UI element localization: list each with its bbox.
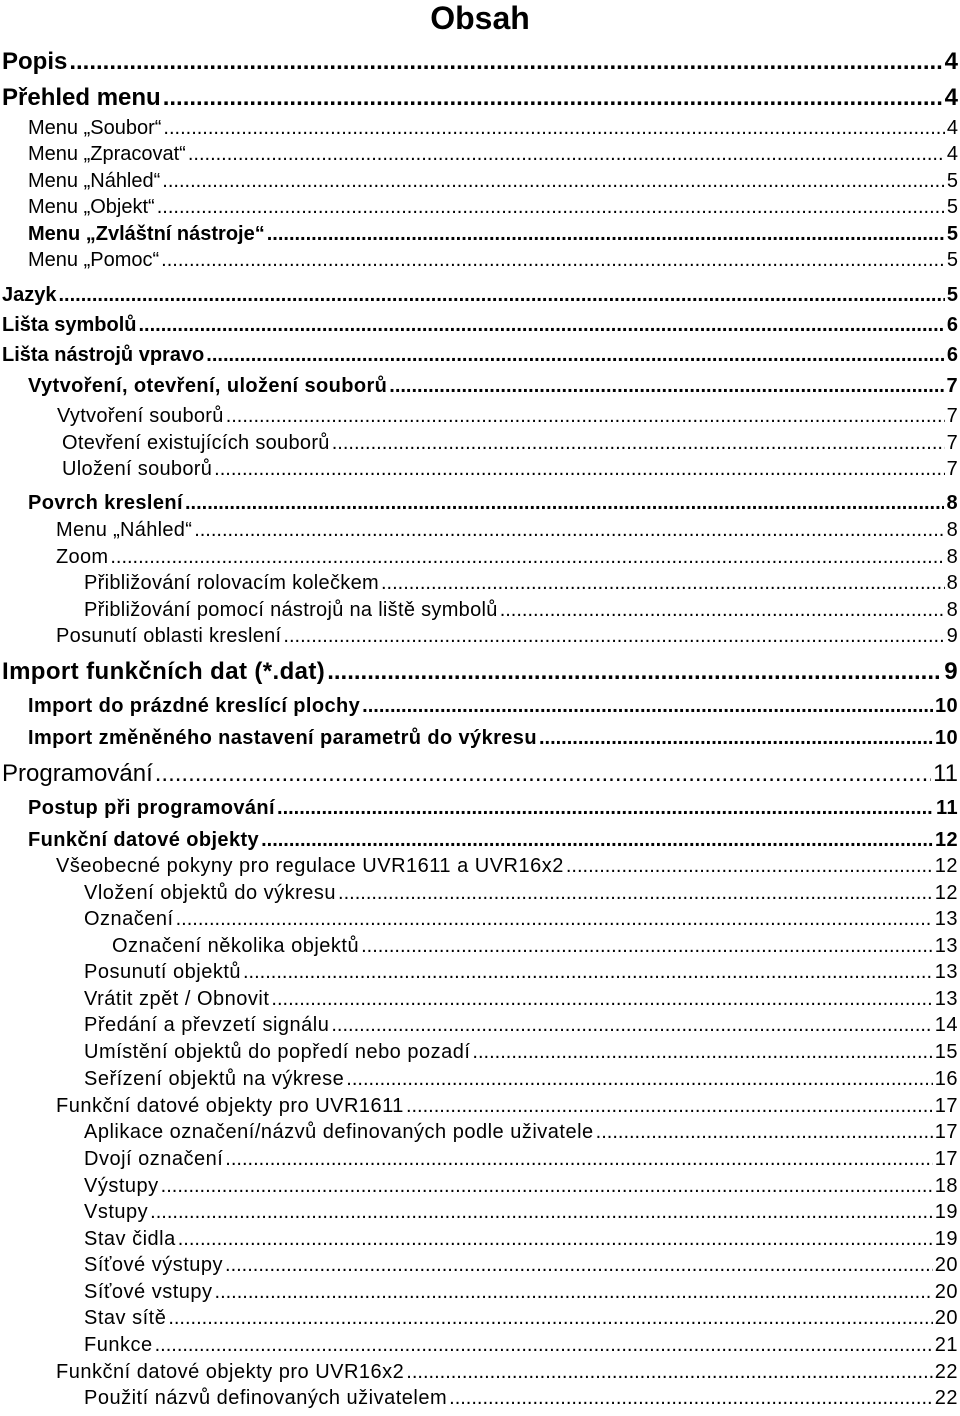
toc-entry-label: Stav čidla (84, 1228, 176, 1250)
toc-entry[interactable] (2, 344, 958, 370)
toc-leader-dots (327, 658, 942, 686)
toc-entry[interactable] (84, 1148, 958, 1174)
toc-entry-page-number: 7 (946, 405, 958, 427)
toc-leader-dots (381, 572, 945, 595)
toc-entry-page-number: 8 (946, 599, 958, 621)
toc-entry[interactable] (84, 1068, 958, 1094)
toc-entry[interactable] (28, 170, 958, 196)
toc-leader-dots (267, 223, 945, 246)
toc-entry-page-number: 20 (934, 1254, 958, 1276)
toc-entry-label: Všeobecné pokyny pro regulace UVR1611 a UVR16x2 (56, 855, 564, 877)
toc-entry-label: Použití názvů definovaných uživatelem (84, 1387, 448, 1409)
toc-entry-page-number: 20 (934, 1281, 958, 1303)
toc-entry-label: Menu „Zvláštní nástroje“ (28, 223, 265, 245)
toc-entry-label: Dvojí označení (84, 1148, 224, 1170)
toc-entry[interactable] (2, 84, 958, 120)
toc-entry-page-number: 5 (946, 284, 958, 306)
toc-entry[interactable] (28, 196, 958, 222)
toc-entry-page-number: 6 (946, 344, 958, 366)
toc-entry-label: Přehled menu (2, 84, 161, 111)
toc-entry[interactable] (84, 1387, 958, 1413)
toc-entry-label: Posunutí objektů (84, 961, 241, 983)
toc-entry-label: Menu „Pomoc“ (28, 249, 160, 271)
toc-leader-dots (59, 284, 945, 307)
toc-entry-label: Výstupy (84, 1175, 159, 1197)
toc-entry[interactable] (2, 760, 958, 796)
toc-entry-page-number: 4 (944, 48, 958, 75)
toc-entry-label: Označení (84, 908, 174, 930)
toc-entry-page-number: 16 (934, 1068, 958, 1090)
toc-leader-dots (283, 625, 944, 648)
toc-entry-label: Funkce (84, 1334, 153, 1356)
toc-entry-label: Vytvoření souborů (57, 405, 224, 427)
toc-entry[interactable] (56, 519, 958, 545)
toc-entry-page-number: 22 (934, 1361, 958, 1383)
toc-entry[interactable] (56, 625, 958, 651)
toc-entry-label: Umístění objektů do popředí nebo pozadí (84, 1041, 471, 1063)
toc-leader-dots (271, 988, 932, 1011)
toc-entry-label: Vytvoření, otevření, uložení souborů (28, 375, 388, 397)
toc-entry-label: Posunutí oblasti kreslení (56, 625, 282, 647)
toc-entry-page-number: 8 (946, 546, 958, 568)
toc-leader-dots (331, 1014, 932, 1037)
toc-entry[interactable] (84, 1014, 958, 1040)
toc-entry-page-number: 8 (946, 519, 958, 541)
toc-leader-dots (362, 695, 933, 718)
toc-leader-dots (261, 829, 933, 852)
toc-leader-dots (163, 84, 943, 112)
toc-entry-label: Označení několika objektů (112, 935, 360, 957)
toc-entry[interactable] (57, 405, 958, 431)
toc-entry[interactable] (84, 1175, 958, 1201)
toc-entry-page-number: 19 (934, 1228, 958, 1250)
toc-leader-dots (185, 492, 945, 515)
toc-entry-label: Menu „Objekt“ (28, 196, 155, 218)
toc-entry-page-number: 10 (934, 727, 958, 749)
toc-entry-page-number: 12 (934, 829, 958, 851)
toc-entry[interactable] (28, 223, 958, 249)
toc-entry[interactable] (84, 961, 958, 987)
toc-entry-label: Lišta symbolů (2, 314, 137, 336)
toc-leader-dots (161, 1175, 933, 1198)
toc-leader-dots (566, 855, 933, 878)
toc-entry-page-number: 13 (934, 961, 958, 983)
toc-entry-label: Povrch kreslení (28, 492, 183, 514)
toc-entry[interactable] (112, 935, 958, 961)
toc-entry-label: Menu „Náhled“ (28, 170, 161, 192)
toc-leader-dots (361, 935, 933, 958)
toc-entry-label: Zoom (56, 546, 109, 568)
toc-entry[interactable] (84, 1254, 958, 1280)
toc-entry-label: Menu „Náhled“ (56, 519, 193, 541)
toc-entry[interactable] (62, 458, 958, 484)
toc-leader-dots (155, 1334, 933, 1357)
toc-entry[interactable] (84, 599, 958, 625)
toc-entry[interactable] (84, 1121, 958, 1147)
toc-entry[interactable] (2, 658, 958, 694)
toc-entry[interactable] (28, 829, 958, 855)
toc-leader-dots (178, 1228, 933, 1251)
toc-entry-label: Vstupy (84, 1201, 149, 1223)
toc-entry[interactable] (2, 284, 958, 310)
toc-leader-dots (138, 314, 944, 337)
toc-leader-dots (188, 143, 945, 166)
toc-entry[interactable] (84, 1228, 958, 1254)
toc-entry-label: Aplikace označení/názvů definovaných podle uživatele (84, 1121, 594, 1143)
toc-entry[interactable] (2, 314, 958, 340)
toc-entry-page-number: 7 (946, 375, 958, 397)
toc-entry-page-number: 14 (934, 1014, 958, 1036)
toc-entry-page-number: 12 (934, 855, 958, 877)
toc-entry-label: Popis (2, 48, 68, 75)
toc-leader-dots (596, 1121, 933, 1144)
toc-leader-dots (539, 727, 933, 750)
toc-entry-page-number: 19 (934, 1201, 958, 1223)
toc-leader-dots (168, 1307, 932, 1330)
toc-entry[interactable] (84, 1041, 958, 1067)
toc-leader-dots (449, 1387, 933, 1410)
toc-entry[interactable] (84, 908, 958, 934)
toc-entry-label: Síťové vstupy (84, 1281, 213, 1303)
toc-entry[interactable] (56, 546, 958, 572)
toc-entry-page-number: 12 (934, 882, 958, 904)
toc-entry-page-number: 9 (944, 658, 958, 685)
toc-leader-dots (225, 1148, 932, 1171)
toc-entry-page-number: 15 (934, 1041, 958, 1063)
toc-leader-dots (277, 797, 934, 820)
toc-entry-label: Menu „Zpracovat“ (28, 143, 186, 165)
toc-entry-label: Stav sítě (84, 1307, 167, 1329)
toc-entry[interactable] (84, 1334, 958, 1360)
toc-entry[interactable] (28, 143, 958, 169)
toc-entry-page-number: 13 (934, 908, 958, 930)
toc-entry[interactable] (28, 492, 958, 518)
toc-entry-page-number: 7 (946, 458, 958, 480)
toc-entry-label: Funkční datové objekty pro UVR16x2 (56, 1361, 405, 1383)
toc-entry-page-number: 13 (934, 935, 958, 957)
toc-entry-page-number: 5 (946, 249, 958, 271)
toc-entry-label: Síťové výstupy (84, 1254, 224, 1276)
toc-entry-label: Jazyk (2, 284, 57, 306)
toc-entry[interactable] (84, 1201, 958, 1227)
toc-entry-label: Vrátit zpět / Obnovit (84, 988, 270, 1010)
toc-entry-label: Funkční datové objekty (28, 829, 260, 851)
toc-leader-dots (332, 432, 945, 455)
toc-entry[interactable] (56, 855, 958, 881)
toc-leader-dots (150, 1201, 933, 1224)
toc-leader-dots (500, 599, 945, 622)
toc-entry-page-number: 22 (934, 1387, 958, 1409)
toc-entry[interactable] (84, 882, 958, 908)
toc-leader-dots (243, 961, 933, 984)
toc-entry[interactable] (28, 727, 958, 753)
toc-entry[interactable] (28, 797, 958, 823)
toc-entry-page-number: 5 (946, 196, 958, 218)
toc-entry[interactable] (84, 988, 958, 1014)
toc-leader-dots (206, 344, 945, 367)
toc-entry-page-number: 17 (934, 1095, 958, 1117)
toc-entry[interactable] (84, 1307, 958, 1333)
toc-leader-dots (214, 458, 944, 481)
page-title: Obsah (430, 0, 530, 36)
toc-entry-label: Přibližování pomocí nástrojů na liště symbolů (84, 599, 498, 621)
toc-leader-dots (176, 908, 933, 931)
toc-leader-dots (215, 1281, 933, 1304)
toc-leader-dots (406, 1095, 933, 1118)
toc-leader-dots (225, 1254, 933, 1277)
toc-leader-dots (110, 546, 944, 569)
toc-leader-dots (194, 519, 944, 542)
toc-entry-page-number: 5 (946, 170, 958, 192)
toc-entry-label: Menu „Soubor“ (28, 117, 162, 139)
toc-leader-dots (155, 760, 931, 788)
toc-entry-page-number: 4 (944, 84, 958, 111)
toc-entry[interactable] (56, 1361, 958, 1387)
toc-entry-page-number: 10 (934, 695, 958, 717)
toc-entry-label: Import funkčních dat (*.dat) (2, 658, 326, 685)
toc-entry-label: Vložení objektů do výkresu (84, 882, 337, 904)
toc-leader-dots (472, 1041, 932, 1064)
toc-entry-page-number: 7 (946, 432, 958, 454)
toc-leader-dots (338, 882, 933, 905)
toc-entry-page-number: 11 (933, 760, 958, 787)
toc-entry[interactable] (84, 1281, 958, 1307)
toc-entry[interactable] (28, 117, 958, 143)
toc-entry-page-number: 18 (934, 1175, 958, 1197)
toc-leader-dots (226, 405, 945, 428)
toc-entry-page-number: 21 (934, 1334, 958, 1356)
toc-entry-label: Postup při programování (28, 797, 276, 819)
toc-leader-dots (389, 375, 944, 398)
toc-entry-label: Import do prázdné kreslící plochy (28, 695, 361, 717)
toc-leader-dots (157, 196, 945, 219)
toc-entry-page-number: 20 (934, 1307, 958, 1329)
toc-entry-page-number: 17 (934, 1148, 958, 1170)
toc-entry-label: Funkční datové objekty pro UVR1611 (56, 1095, 404, 1117)
toc-entry-page-number: 4 (946, 117, 958, 139)
toc-leader-dots (162, 170, 945, 193)
toc-entry-label: Přibližování rolovacím kolečkem (84, 572, 379, 594)
toc-entry-page-number: 8 (946, 492, 958, 514)
toc-entry[interactable] (56, 1095, 958, 1121)
toc-leader-dots (346, 1068, 932, 1091)
toc-entry-page-number: 11 (936, 797, 958, 819)
toc-leader-dots (163, 117, 944, 140)
toc-leader-dots (406, 1361, 932, 1384)
toc-entry-label: Uložení souborů (62, 458, 213, 480)
toc-entry-label: Seřízení objektů na výkrese (84, 1068, 345, 1090)
toc-entry[interactable] (28, 375, 958, 401)
toc-entry-page-number: 4 (946, 143, 958, 165)
toc-entry-label: Import změněného nastavení parametrů do výkresu (28, 727, 537, 749)
toc-entry-page-number: 17 (934, 1121, 958, 1143)
toc-entry[interactable] (62, 432, 958, 458)
toc-entry-page-number: 5 (946, 223, 958, 245)
toc-entry-page-number: 13 (934, 988, 958, 1010)
toc-entry[interactable] (28, 695, 958, 721)
toc-leader-dots (161, 249, 945, 272)
toc-entry-page-number: 6 (946, 314, 958, 336)
toc-entry-label: Programování (2, 760, 153, 787)
toc-entry[interactable] (84, 572, 958, 598)
toc-entry-page-number: 9 (946, 625, 958, 647)
toc-entry-label: Lišta nástrojů vpravo (2, 344, 205, 366)
toc-entry-page-number: 8 (946, 572, 958, 594)
toc-entry-label: Předání a převzetí signálu (84, 1014, 330, 1036)
toc-entry-label: Otevření existujících souborů (62, 432, 330, 454)
toc-entry[interactable] (2, 48, 958, 84)
toc-leader-dots (69, 48, 942, 76)
toc-entry[interactable] (28, 249, 958, 275)
